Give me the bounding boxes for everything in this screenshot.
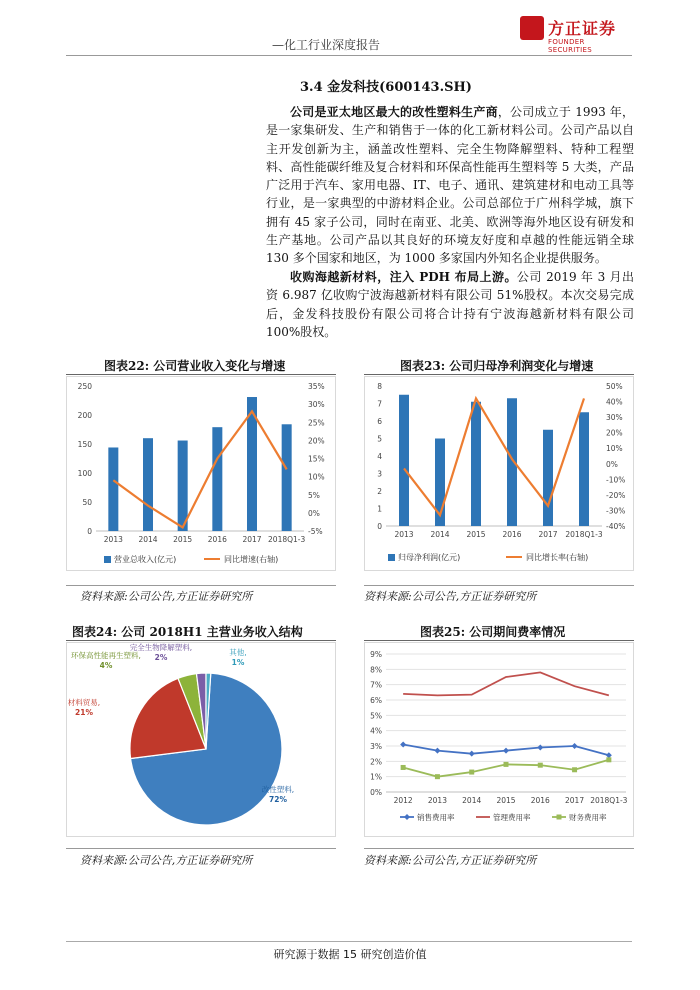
fig24-slice-label: 改性塑料, [261,785,295,794]
fig24-slice-label: 环保高性能再生塑料, [71,651,141,660]
fig24-chart [66,642,336,837]
fig25-top-rule [364,640,634,641]
fig24-slice-pct: 72% [269,795,287,804]
fig23-y2-tick: 10% [606,444,623,454]
fig23-y2-tick: 20% [606,428,623,438]
fig23-source: 资料来源:公司公告,方正证券研究所 [364,590,537,603]
fig22-x-tick: 2017 [242,535,262,544]
founder-securities-logo [520,12,630,52]
fig24-slice-pct: 21% [75,708,93,717]
page-footer: 研究源于数据 15 研究创造价值 [273,948,427,961]
acquisition-lead: 收购海越新材料，注入 PDH 布局上游。 [290,270,517,284]
fig23-bar [471,402,481,526]
fig24-title: 图表24: 公司 2018H1 主营业务收入结构 [72,625,303,639]
fig22-bar [178,441,188,531]
fig22-legend-swatch-bar [104,556,111,563]
fig22-bar [212,427,222,531]
acquisition-body: 公司 2019 年 3 月出资 6.987 亿收购宁波海越新材料有限公司 51%股权。本次交易完成后，金发科技股份有限公司将合计持有宁波海越新材料有限公司 100%股权。 [266,270,634,339]
fig25-legend-label: 财务费用率 [569,813,607,822]
fig23-y2-tick: 50% [606,382,623,391]
fig23-source-rule [364,585,634,586]
fig22-y2-tick: 0% [308,508,320,518]
fig23-bar [579,412,589,526]
fig24-top-rule [66,640,336,641]
fig22-bar [108,447,118,531]
fig22-source-rule [66,585,336,586]
fig25-chart [364,642,634,837]
acquisition-paragraph [266,268,634,341]
fig23-y2-tick: 0% [606,459,618,469]
fig25-point-marker [401,765,406,770]
fig24-slice-label: 完全生物降解塑料, [129,643,193,652]
fig25-title: 图表25: 公司期间费率情况 [420,625,566,639]
fig25-source: 资料来源:公司公告,方正证券研究所 [364,854,537,867]
fig25-y-tick: 2% [370,757,382,767]
header-divider [66,55,632,56]
fig25-x-tick: 2012 [393,796,413,805]
fig25-x-tick: 2016 [530,796,550,805]
fig22-y2-tick: 5% [308,490,320,500]
fig24-source-rule [66,848,336,849]
fig25-y-tick: 8% [370,665,382,675]
fig22-y2-tick: 20% [308,436,325,446]
fig23-y2-tick: 30% [606,413,623,423]
fig25-x-tick: 2013 [427,796,447,805]
intro-body: ，公司成立于 1993 年，是一家集研发、生产和销售于一体的化工新材料公司。公司产品以自主开发创新为主，涵盖改性塑料、完全生物降解塑料、特种工程塑料、高性能碳纤维及复合材料和环保高性能再生塑料等 5 大类，产品广泛用于汽车、家用电器、IT、电子、通讯、建筑建材和电动工具等行业，是一家典型的中游材料企业。公司总部位于广州科学城，旗下拥有 45 家子公司，同时在南亚、北美、欧洲等海外地区设有研发和生产基地。公司产品以其良好的环境友好度和卓越的性能远销全球 130 多个国家和地区，为 1000 多家国内外知名企业提供服务。 [266,105,634,266]
fig23-y-tick: 6 [377,417,382,426]
fig22-y-tick: 200 [77,411,92,420]
fig23-x-tick: 2015 [466,530,486,539]
fig22-title: 图表22: 公司营业收入变化与增速 [104,359,286,373]
fig22-y-tick: 150 [77,440,92,449]
fig25-point-marker [606,757,611,762]
fig22-bar [282,424,292,531]
fig22-bar [143,438,153,531]
fig23-y2-tick: -30% [606,506,626,516]
fig23-x-tick: 2017 [538,530,558,539]
fig23-bar [543,430,553,526]
fig25-point-marker [435,774,440,779]
report-header-title: —化工行业深度报告 [272,38,381,52]
fig23-x-tick: 2016 [502,530,522,539]
fig22-y2-tick: 10% [308,472,325,482]
fig23-y-tick: 4 [377,452,382,461]
fig22-y2-tick: 25% [308,418,325,428]
fig25-y-tick: 9% [370,650,382,659]
fig23-y2-tick: -40% [606,522,626,531]
fig23-x-tick: 2018Q1-3 [565,530,603,539]
fig22-y-tick: 50 [82,498,92,507]
logo-mark-icon [520,16,544,40]
fig25-frame [365,643,634,837]
fig25-source-rule [364,848,634,849]
fig23-y-tick: 5 [377,434,382,444]
fig23-title: 图表23: 公司归母净利润变化与增速 [400,359,594,373]
fig22-y2-tick: 30% [308,400,325,410]
fig23-legend-line-label: 同比增长率(右轴) [526,553,589,562]
fig22-x-tick: 2016 [207,535,227,544]
fig25-point-marker [572,767,577,772]
fig25-y-tick: 7% [370,680,382,690]
fig23-y2-tick: 40% [606,397,623,407]
fig25-x-tick: 2018Q1-3 [590,796,628,805]
fig24-slice-pct: 4% [99,661,113,670]
fig24-slice-pct: 1% [231,658,245,667]
fig22-x-tick: 2013 [103,535,123,544]
fig22-x-tick: 2014 [138,535,158,544]
footer-divider [66,941,632,942]
fig25-legend-label: 管理费用率 [493,813,531,822]
fig25-y-tick: 1% [370,772,382,782]
fig23-y-tick: 3 [377,469,382,479]
intro-lead: 公司是亚太地区最大的改性塑料生产商 [290,105,498,119]
fig23-y-tick: 0 [377,522,382,531]
fig22-legend-bar-label: 营业总收入(亿元) [114,555,177,564]
fig23-legend-bar-label: 归母净利润(亿元) [398,553,461,562]
fig23-top-rule [364,374,634,375]
fig22-y-tick: 0 [87,527,92,536]
fig23-bar [399,395,409,526]
fig22-top-rule [66,374,336,375]
fig25-point-marker [469,770,474,775]
fig22-x-tick: 2015 [173,535,193,544]
fig24-slice-pct: 2% [154,653,168,662]
fig24-slice-label: 材料贸易, [67,698,101,707]
fig24-slice-label: 其他, [229,648,247,657]
fig23-y-tick: 1 [377,504,382,514]
fig23-y2-tick: -10% [606,475,626,485]
fig22-source: 资料来源:公司公告,方正证券研究所 [80,590,253,603]
fig22-chart [66,376,336,571]
fig24-source: 资料来源:公司公告,方正证券研究所 [80,854,253,867]
fig23-y-tick: 7 [377,399,382,409]
fig25-y-tick: 4% [370,726,382,736]
fig23-y-tick: 2 [377,487,382,496]
fig23-chart [364,376,634,571]
fig25-legend-label: 销售费用率 [417,813,455,822]
fig23-y2-tick: -20% [606,490,626,500]
fig22-legend-line-label: 同比增速(右轴) [224,555,279,564]
company-intro-paragraph [266,103,634,268]
fig23-x-tick: 2013 [394,530,414,539]
fig22-x-tick: 2018Q1-3 [268,535,306,544]
fig25-point-marker [504,762,509,767]
fig23-legend-swatch-bar [388,554,395,561]
fig23-y-tick: 8 [377,382,382,391]
fig25-point-marker [538,763,543,768]
logo-english-name: FOUNDER SECURITIES [548,38,593,54]
fig23-x-tick: 2014 [430,530,450,539]
fig25-x-tick: 2015 [496,796,516,805]
fig25-y-tick: 5% [370,711,382,721]
fig22-y2-tick: -5% [308,527,323,536]
fig25-x-tick: 2017 [565,796,585,805]
fig25-y-tick: 0% [370,788,382,797]
fig25-x-tick: 2014 [462,796,482,805]
fig25-legend-marker [557,815,562,820]
logo-chinese-name: 方正证券 [548,19,617,38]
fig22-y-tick: 100 [77,469,92,478]
fig25-y-tick: 3% [370,742,382,751]
section-title: 3.4 金发科技(600143.SH) [300,80,472,95]
fig25-y-tick: 6% [370,696,382,705]
fig22-y2-tick: 35% [308,382,325,391]
fig22-y-tick: 250 [77,382,92,391]
fig22-y2-tick: 15% [308,454,325,464]
